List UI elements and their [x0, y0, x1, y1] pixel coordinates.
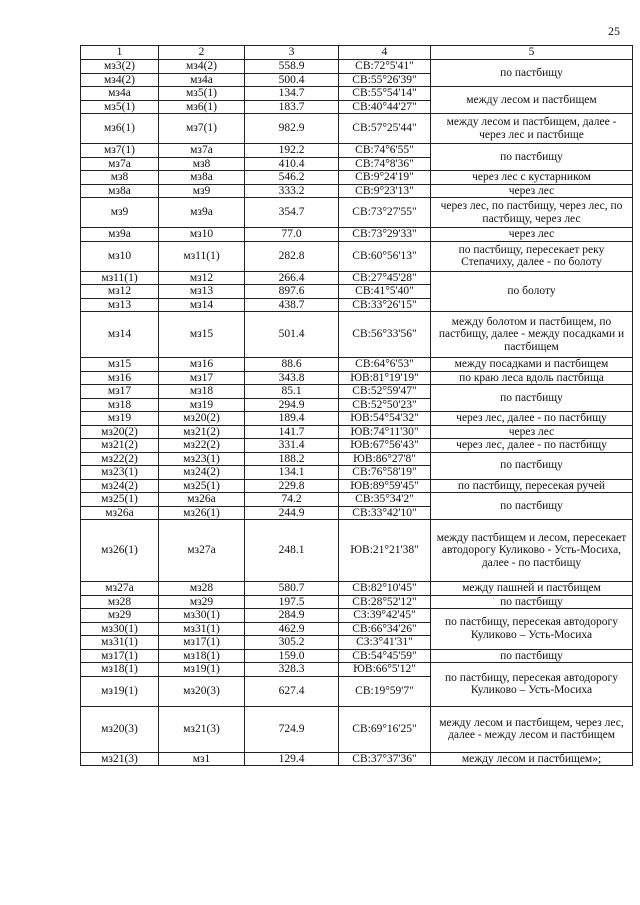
point-to-cell: мз8: [159, 157, 245, 171]
point-from-cell: мз26(1): [81, 520, 159, 582]
point-from-cell: мз20(2): [81, 425, 159, 439]
bearing-cell: СВ:57°25'44": [339, 114, 431, 144]
length-cell: 501.4: [245, 312, 339, 358]
description-cell: через лес: [431, 184, 633, 198]
point-from-cell: мз3(2): [81, 60, 159, 74]
description-cell: по пастбищу, пересекает реку Степачиху, далее - по болоту: [431, 241, 633, 271]
point-to-cell: мз1: [159, 752, 245, 766]
bearing-cell: СВ:76°58'19": [339, 466, 431, 480]
length-cell: 134.7: [245, 87, 339, 101]
point-from-cell: мз14: [81, 312, 159, 358]
point-to-cell: мз7а: [159, 144, 245, 158]
point-to-cell: мз6(1): [159, 100, 245, 114]
table-row: [81, 493, 633, 507]
point-to-cell: мз31(1): [159, 622, 245, 636]
point-to-cell: мз25(1): [159, 479, 245, 493]
length-cell: 197.5: [245, 595, 339, 609]
point-to-cell: мз9а: [159, 198, 245, 228]
table-row: [81, 144, 633, 158]
table-row: [81, 649, 633, 663]
bearing-cell: СВ:74°6'55": [339, 144, 431, 158]
length-cell: 266.4: [245, 271, 339, 285]
length-cell: 305.2: [245, 636, 339, 650]
column-header-3: 3: [245, 46, 339, 60]
description-cell: между лесом и пастбищем: [431, 87, 633, 114]
table-row: [81, 358, 633, 372]
table-row: [81, 706, 633, 752]
point-to-cell: мз29: [159, 595, 245, 609]
length-cell: 282.8: [245, 241, 339, 271]
length-cell: 183.7: [245, 100, 339, 114]
point-to-cell: мз20(3): [159, 676, 245, 706]
point-to-cell: мз18: [159, 385, 245, 399]
table-row: [81, 439, 633, 453]
description-cell: через лес с кустарником: [431, 171, 633, 185]
bearing-cell: СВ:74°8'36": [339, 157, 431, 171]
point-from-cell: мз7(1): [81, 144, 159, 158]
bearing-cell: СВ:52°59'47": [339, 385, 431, 399]
point-from-cell: мз11(1): [81, 271, 159, 285]
description-cell: по пастбищу: [431, 452, 633, 479]
column-header-1: 1: [81, 46, 159, 60]
table-row: [81, 198, 633, 228]
length-cell: 343.8: [245, 371, 339, 385]
length-cell: 85.1: [245, 385, 339, 399]
column-header-4: 4: [339, 46, 431, 60]
length-cell: 244.9: [245, 506, 339, 520]
length-cell: 897.6: [245, 285, 339, 299]
point-to-cell: мз16: [159, 358, 245, 372]
point-to-cell: мз21(3): [159, 706, 245, 752]
bearing-cell: ЮВ:67°56'43": [339, 439, 431, 453]
description-cell: между пашней и пастбищем: [431, 582, 633, 596]
point-to-cell: мз23(1): [159, 452, 245, 466]
length-cell: 189.4: [245, 412, 339, 426]
description-cell: по пастбищу, пересекая ручей: [431, 479, 633, 493]
point-from-cell: мз6(1): [81, 114, 159, 144]
point-to-cell: мз15: [159, 312, 245, 358]
length-cell: 500.4: [245, 73, 339, 87]
length-cell: 188.2: [245, 452, 339, 466]
point-to-cell: мз13: [159, 285, 245, 299]
point-from-cell: мз9а: [81, 228, 159, 242]
description-cell: по пастбищу: [431, 385, 633, 412]
length-cell: 438.7: [245, 298, 339, 312]
bearing-cell: СВ:41°5'40": [339, 285, 431, 299]
bearing-cell: ЮВ:86°27'8": [339, 452, 431, 466]
bearing-cell: СВ:27°45'28": [339, 271, 431, 285]
description-cell: между болотом и пастбищем, по пастбищу, далее - между посадками и пастбищем: [431, 312, 633, 358]
bearing-cell: СВ:54°45'59": [339, 649, 431, 663]
point-from-cell: мз20(3): [81, 706, 159, 752]
bearing-cell: СВ:9°23'13": [339, 184, 431, 198]
point-to-cell: мз26а: [159, 493, 245, 507]
point-from-cell: мз4а: [81, 87, 159, 101]
description-cell: по пастбищу, пересекая автодорогу Куликово – Усть-Мосиха: [431, 663, 633, 707]
description-cell: по краю леса вдоль пастбища: [431, 371, 633, 385]
boundary-table: [80, 45, 633, 766]
point-to-cell: мз18(1): [159, 649, 245, 663]
bearing-cell: СЗ:39°42'45": [339, 609, 431, 623]
description-cell: по пастбищу: [431, 649, 633, 663]
description-cell: через лес, далее - по пастбищу: [431, 439, 633, 453]
point-from-cell: мз10: [81, 241, 159, 271]
point-from-cell: мз12: [81, 285, 159, 299]
length-cell: 558.9: [245, 60, 339, 74]
point-to-cell: мз5(1): [159, 87, 245, 101]
point-from-cell: мз18: [81, 398, 159, 412]
description-cell: через лес, далее - по пастбищу: [431, 412, 633, 426]
bearing-cell: СВ:60°56'13": [339, 241, 431, 271]
description-cell: по болоту: [431, 271, 633, 312]
point-from-cell: мз19(1): [81, 676, 159, 706]
length-cell: 141.7: [245, 425, 339, 439]
point-from-cell: мз5(1): [81, 100, 159, 114]
bearing-cell: СВ:66°34'26": [339, 622, 431, 636]
table-row: [81, 479, 633, 493]
point-to-cell: мз24(2): [159, 466, 245, 480]
point-from-cell: мз30(1): [81, 622, 159, 636]
description-cell: по пастбищу: [431, 595, 633, 609]
bearing-cell: ЮВ:81°19'19": [339, 371, 431, 385]
column-header-2: 2: [159, 46, 245, 60]
length-cell: 229.8: [245, 479, 339, 493]
description-cell: по пастбищу: [431, 493, 633, 520]
point-to-cell: мз10: [159, 228, 245, 242]
bearing-cell: ЮВ:74°11'30": [339, 425, 431, 439]
table-row: [81, 520, 633, 582]
length-cell: 627.4: [245, 676, 339, 706]
point-from-cell: мз18(1): [81, 663, 159, 677]
page-number: 25: [608, 24, 620, 38]
bearing-cell: СВ:28°52'12": [339, 595, 431, 609]
point-to-cell: мз11(1): [159, 241, 245, 271]
length-cell: 74.2: [245, 493, 339, 507]
description-cell: между лесом и пастбищем»;: [431, 752, 633, 766]
bearing-cell: СВ:55°54'14": [339, 87, 431, 101]
description-cell: по пастбищу, пересекая автодорогу Куликово – Усть-Мосиха: [431, 609, 633, 650]
table-row: [81, 87, 633, 101]
point-from-cell: мз4(2): [81, 73, 159, 87]
bearing-cell: СВ:73°27'55": [339, 198, 431, 228]
table-row: [81, 171, 633, 185]
point-from-cell: мз7а: [81, 157, 159, 171]
bearing-cell: СВ:64°6'53": [339, 358, 431, 372]
bearing-cell: СВ:72°5'41": [339, 60, 431, 74]
point-to-cell: мз19: [159, 398, 245, 412]
bearing-cell: ЮВ:66°5'12": [339, 663, 431, 677]
table-row: [81, 752, 633, 766]
length-cell: 159.0: [245, 649, 339, 663]
point-to-cell: мз22(2): [159, 439, 245, 453]
point-to-cell: мз28: [159, 582, 245, 596]
bearing-cell: СВ:69°16'25": [339, 706, 431, 752]
table-row: [81, 595, 633, 609]
point-to-cell: мз12: [159, 271, 245, 285]
bearing-cell: ЮВ:89°59'45": [339, 479, 431, 493]
point-to-cell: мз14: [159, 298, 245, 312]
length-cell: 77.0: [245, 228, 339, 242]
length-cell: 129.4: [245, 752, 339, 766]
point-from-cell: мз9: [81, 198, 159, 228]
length-cell: 333.2: [245, 184, 339, 198]
length-cell: 410.4: [245, 157, 339, 171]
point-to-cell: мз17: [159, 371, 245, 385]
length-cell: 462.9: [245, 622, 339, 636]
length-cell: 328.3: [245, 663, 339, 677]
point-from-cell: мз19: [81, 412, 159, 426]
point-to-cell: мз4(2): [159, 60, 245, 74]
point-from-cell: мз8а: [81, 184, 159, 198]
description-cell: между посадками и пастбищем: [431, 358, 633, 372]
bearing-cell: СВ:35°34'2": [339, 493, 431, 507]
point-from-cell: мз21(2): [81, 439, 159, 453]
length-cell: 331.4: [245, 439, 339, 453]
point-from-cell: мз29: [81, 609, 159, 623]
table-row: [81, 385, 633, 399]
point-from-cell: мз24(2): [81, 479, 159, 493]
point-to-cell: мз4а: [159, 73, 245, 87]
table-body: [81, 60, 633, 766]
length-cell: 284.9: [245, 609, 339, 623]
length-cell: 580.7: [245, 582, 339, 596]
bearing-cell: СВ:37°37'36": [339, 752, 431, 766]
description-cell: между пастбищем и лесом, пересекает автодорогу Куликово - Усть-Мосиха, далее - по пастбищу: [431, 520, 633, 582]
point-from-cell: мз22(2): [81, 452, 159, 466]
description-cell: по пастбищу: [431, 144, 633, 171]
table-row: [81, 114, 633, 144]
table-row: [81, 60, 633, 74]
bearing-cell: СВ:73°29'33": [339, 228, 431, 242]
table-row: [81, 425, 633, 439]
bearing-cell: ЮВ:21°21'38": [339, 520, 431, 582]
point-from-cell: мз23(1): [81, 466, 159, 480]
table-row: [81, 312, 633, 358]
point-to-cell: мз7(1): [159, 114, 245, 144]
length-cell: 546.2: [245, 171, 339, 185]
length-cell: 192.2: [245, 144, 339, 158]
table-header-row: [81, 46, 633, 60]
point-from-cell: мз27а: [81, 582, 159, 596]
point-from-cell: мз15: [81, 358, 159, 372]
point-from-cell: мз28: [81, 595, 159, 609]
description-cell: между лесом и пастбищем, далее - через лес и пастбище: [431, 114, 633, 144]
table-row: [81, 228, 633, 242]
bearing-cell: СВ:52°50'23": [339, 398, 431, 412]
length-cell: 724.9: [245, 706, 339, 752]
table-row: [81, 184, 633, 198]
point-to-cell: мз8а: [159, 171, 245, 185]
table-row: [81, 582, 633, 596]
table-row: [81, 452, 633, 466]
point-from-cell: мз31(1): [81, 636, 159, 650]
bearing-cell: СВ:82°10'45": [339, 582, 431, 596]
table-row: [81, 609, 633, 623]
bearing-cell: СВ:55°26'39": [339, 73, 431, 87]
description-cell: через лес: [431, 228, 633, 242]
table-row: [81, 271, 633, 285]
point-from-cell: мз26а: [81, 506, 159, 520]
point-from-cell: мз17: [81, 385, 159, 399]
bearing-cell: СВ:56°33'56": [339, 312, 431, 358]
point-to-cell: мз21(2): [159, 425, 245, 439]
description-cell: между лесом и пастбищем, через лес, далее - между лесом и пастбищем: [431, 706, 633, 752]
table-row: [81, 663, 633, 677]
length-cell: 354.7: [245, 198, 339, 228]
point-to-cell: мз9: [159, 184, 245, 198]
length-cell: 294.9: [245, 398, 339, 412]
bearing-cell: СВ:33°26'15": [339, 298, 431, 312]
description-cell: через лес, по пастбищу, через лес, по пастбищу, через лес: [431, 198, 633, 228]
column-header-5: 5: [431, 46, 633, 60]
point-to-cell: мз26(1): [159, 506, 245, 520]
description-cell: по пастбищу: [431, 60, 633, 87]
point-to-cell: мз27а: [159, 520, 245, 582]
point-to-cell: мз17(1): [159, 636, 245, 650]
point-from-cell: мз21(3): [81, 752, 159, 766]
table-row: [81, 241, 633, 271]
point-from-cell: мз8: [81, 171, 159, 185]
point-from-cell: мз17(1): [81, 649, 159, 663]
bearing-cell: СВ:33°42'10": [339, 506, 431, 520]
bearing-cell: ЮВ:54°54'32": [339, 412, 431, 426]
point-to-cell: мз30(1): [159, 609, 245, 623]
point-from-cell: мз13: [81, 298, 159, 312]
table-row: [81, 371, 633, 385]
bearing-cell: СВ:9°24'19": [339, 171, 431, 185]
point-from-cell: мз16: [81, 371, 159, 385]
point-from-cell: мз25(1): [81, 493, 159, 507]
length-cell: 248.1: [245, 520, 339, 582]
description-cell: через лес: [431, 425, 633, 439]
length-cell: 88.6: [245, 358, 339, 372]
point-to-cell: мз19(1): [159, 663, 245, 677]
bearing-cell: СВ:40°44'27": [339, 100, 431, 114]
length-cell: 982.9: [245, 114, 339, 144]
point-to-cell: мз20(2): [159, 412, 245, 426]
table-row: [81, 412, 633, 426]
bearing-cell: СЗ:3°41'31": [339, 636, 431, 650]
bearing-cell: СВ:19°59'7": [339, 676, 431, 706]
length-cell: 134.1: [245, 466, 339, 480]
